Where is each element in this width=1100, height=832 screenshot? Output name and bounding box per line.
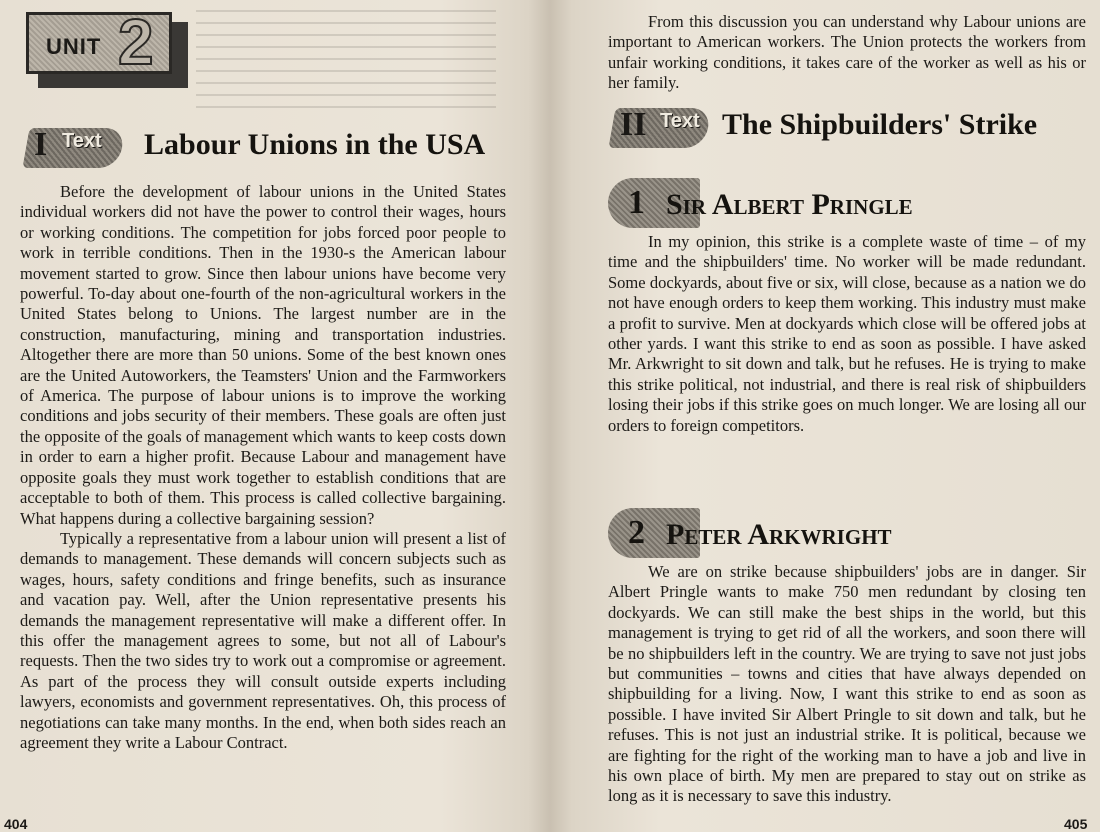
speaker-number: 2 [628,514,645,551]
section-roman-numeral: II [620,106,647,143]
unit-number: 2 [118,6,154,78]
speaker-1-text-block [608,232,1086,436]
speaker-name: Peter Arkwright [666,518,892,551]
section-title: The Shipbuilders' Strike [722,108,1038,141]
page-number-left: 404 [4,816,28,832]
speaker-number: 1 [628,184,645,221]
unit-label: UNIT [46,34,102,59]
unit-badge [20,8,180,88]
section-tab-label: Text [660,110,700,132]
section-header-2 [612,104,1092,152]
section-title: Labour Unions in the USA [144,128,486,161]
section-tab-label: Text [62,130,102,152]
right-page [560,0,1100,832]
speaker-header-1 [608,178,1088,230]
speaker-name: Sir Albert Pringle [666,188,913,221]
intro-paragraph-block [608,12,1086,94]
page-number-right: 405 [1064,816,1088,832]
section-roman-numeral: I [34,126,48,163]
speaker-2-statement: We are on strike because shipbuilders' jobs are in danger. Sir Albert Pringle wants to make 750 men redundant by closing ten dockyards. We can still make the best ships in the world, but this management is trying to get rid of all the workers, and soon there will be no shipbuilders left in the country. We are trying to save not just jobs but communities – towns and cities that have always depended on shipbuilding for a living. Now, I want this strike to end as soon as possible. I have invited Sir Albert Pringle to sit down and talk, but he refuses. This is not just an industrial strike. It is political, because we are fighting for the right of the working man to have a job and live in his own place of birth. My men are prepared to stay out on strike as long as it is necessary to save this industry. [608,562,1086,806]
section-header-1 [26,124,526,172]
speaker-2-text-block [608,562,1086,807]
left-page [0,0,540,832]
left-text-body [20,182,506,753]
show-through-print [196,10,496,110]
intro-paragraph: From this discussion you can understand why Labour unions are important to American workers. The Union protects the workers from unfair working conditions, it takes care of the worker as well as his or her family. [608,12,1086,93]
speaker-header-2 [608,508,1088,560]
paragraph-2: Typically a representative from a labour union will present a list of demands to management. These demands will concern subjects such as wages, hours, safety conditions and fringe benefits, such as insurance and vacation pay. Well, after the Union representative presents his demands the management representative will make a different offer. In this offer the management agrees to some, but not all of Labour's requests. Then the two sides try to work out a compromise or agreement. As part of the process they will consult outside experts including lawyers, economists and government representatives. Oh, this process of negotiations can take many months. In the end, when both sides reach an agreement they write a Labour Contract. [20,528,506,752]
paragraph-1: Before the development of labour unions in the United States individual workers did not have the power to control their wages, hours or working conditions. The competition for jobs forced poor people to work in terrible conditions. Then in the 1930-s the American labour movement started to grow. Since then labour unions have become very powerful. To-day about one-fourth of the non-agricultural workers in the United States belong to Unions. The largest number are in the construction, manufacturing, mining and transportation industries. Altogether there are more than 50 unions. Some of the best known ones are the United Autoworkers, the Teamsters' Union and the Farmworkers of America. The purpose of labour unions is to improve the working conditions and jobs security of their members. These goals are often just the opposite of the goals of management which wants to keep costs down in order to earn a higher profit. Because Labour and management have opposite goals they must work together to establish conditions that are acceptable to both of them. This process is called collective bargaining. What happens during a collective bargaining session? [20,182,506,528]
speaker-1-statement: In my opinion, this strike is a complete waste of time – of my time and the shipbuilders' time. No worker will be made redundant. Some dockyards, about five or six, will close, because as a nation we do not have enough orders to keep them working. This industry must make a profit to survive. Men at dockyards which close will be offered jobs at other yards. I want this strike to end as soon as possible. I have asked Mr. Arkwright to sit down and talk, but he refuses. He is trying to make this strike political, not industrial, and there is real risk of shipbuilders losing their jobs if this strike goes on much longer. We are losing all our orders to foreign competitors. [608,232,1086,435]
